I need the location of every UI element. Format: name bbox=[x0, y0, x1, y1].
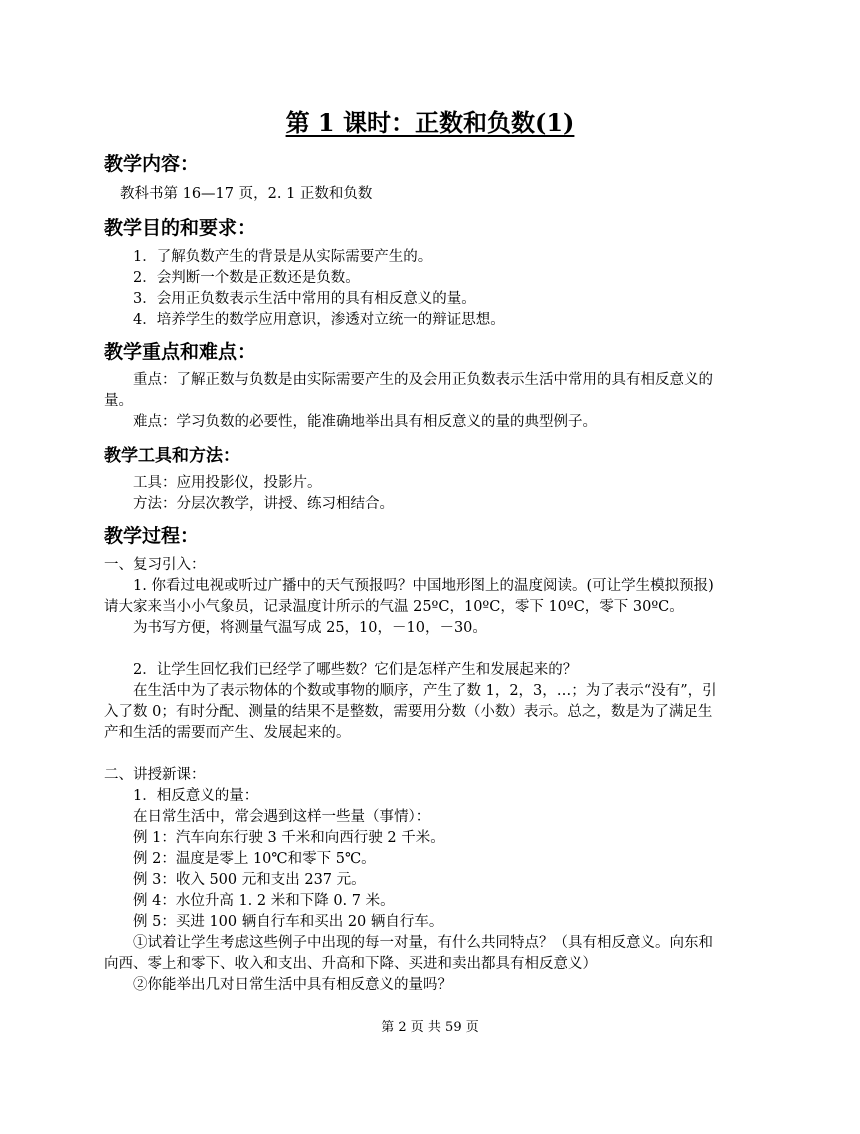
page-title-text: 第 1 课时：正数和负数(1) bbox=[285, 108, 575, 137]
goal-item: 1．了解负数产生的背景是从实际需要产生的。 bbox=[133, 249, 433, 265]
question-1-line: 向西、零上和零下、收入和支出、升高和下降、买进和卖出都具有相反意义） bbox=[104, 956, 597, 972]
new-lesson-intro: 在日常生活中，常会遇到这样一些量（事情）： bbox=[133, 809, 431, 825]
question-1-line: ①试着让学生考虑这些例子中出现的每一对量，有什么共同特点？（具有相反意义。向东和 bbox=[133, 935, 713, 951]
review-2-line: 2．让学生回忆我们已经学了哪些数？它们是怎样产生和发展起来的？ bbox=[133, 662, 578, 678]
example-line: 例 5：买进 100 辆自行车和买出 20 辆自行车。 bbox=[133, 914, 444, 930]
heading-process: 教学过程： bbox=[104, 525, 200, 547]
focus-line: 重点：了解正数与负数是由实际需要产生的及会用正负数表示生活中常用的具有相反意义的 bbox=[133, 372, 713, 388]
new-lesson-item: 1．相反意义的量： bbox=[133, 788, 259, 804]
difficulty-line: 难点：学习负数的必要性，能准确地举出具有相反意义的量的典型例子。 bbox=[133, 414, 597, 430]
focus-line-cont: 量。 bbox=[104, 393, 133, 409]
page-footer: 第 2 页 共 59 页 bbox=[381, 1020, 479, 1035]
review-1-line: 请大家来当小小气象员，记录温度计所示的气温 25ºC，10ºC，零下 10ºC，零下 30ºC。 bbox=[104, 599, 684, 615]
new-lesson-heading: 二、讲授新课： bbox=[104, 767, 206, 783]
review-2-paragraph: 入了数 0；有时分配、测量的结果不是整数，需要用分数（小数）表示。总之，数是为了满足生 bbox=[104, 704, 713, 720]
review-1-line: 1. 你看过电视或听过广播中的天气预报吗？中国地形图上的温度阅读。(可让学生模拟预报) bbox=[133, 578, 714, 594]
heading-goals: 教学目的和要求： bbox=[104, 217, 257, 239]
example-line: 例 1：汽车向东行驶 3 千米和向西行驶 2 千米。 bbox=[133, 830, 445, 846]
heading-tools-methods: 教学工具和方法： bbox=[104, 446, 240, 466]
heading-keypoints: 教学重点和难点： bbox=[104, 341, 257, 363]
page-title bbox=[0, 106, 860, 140]
heading-teaching-content: 教学内容： bbox=[104, 153, 200, 175]
example-line: 例 2：温度是零上 10℃和零下 5℃。 bbox=[133, 851, 376, 867]
content-text: 教科书第 16—17 页，2. 1 正数和负数 bbox=[120, 186, 373, 202]
review-1-line: 为书写方便，将测量气温写成 25，10，－10，－30。 bbox=[133, 620, 487, 636]
goal-item: 2．会判断一个数是正数还是负数。 bbox=[133, 270, 360, 286]
review-heading: 一、复习引入： bbox=[104, 557, 206, 573]
goal-item: 4．培养学生的数学应用意识，渗透对立统一的辩证思想。 bbox=[133, 312, 505, 328]
example-line: 例 3：收入 500 元和支出 237 元。 bbox=[133, 872, 366, 888]
example-line: 例 4：水位升高 1. 2 米和下降 0. 7 米。 bbox=[133, 893, 395, 909]
tools-line: 工具：应用投影仪，投影片。 bbox=[133, 475, 322, 491]
review-2-paragraph: 在生活中为了表示物体的个数或事物的顺序，产生了数 1，2，3，…；为了表示“没有”，引 bbox=[133, 683, 717, 699]
review-2-paragraph: 产和生活的需要而产生、发展起来的。 bbox=[104, 725, 351, 741]
goal-item: 3．会用正负数表示生活中常用的具有相反意义的量。 bbox=[133, 291, 476, 307]
methods-line: 方法：分层次教学，讲授、练习相结合。 bbox=[133, 496, 394, 512]
question-2-line: ②你能举出几对日常生活中具有相反意义的量吗？ bbox=[133, 977, 452, 993]
